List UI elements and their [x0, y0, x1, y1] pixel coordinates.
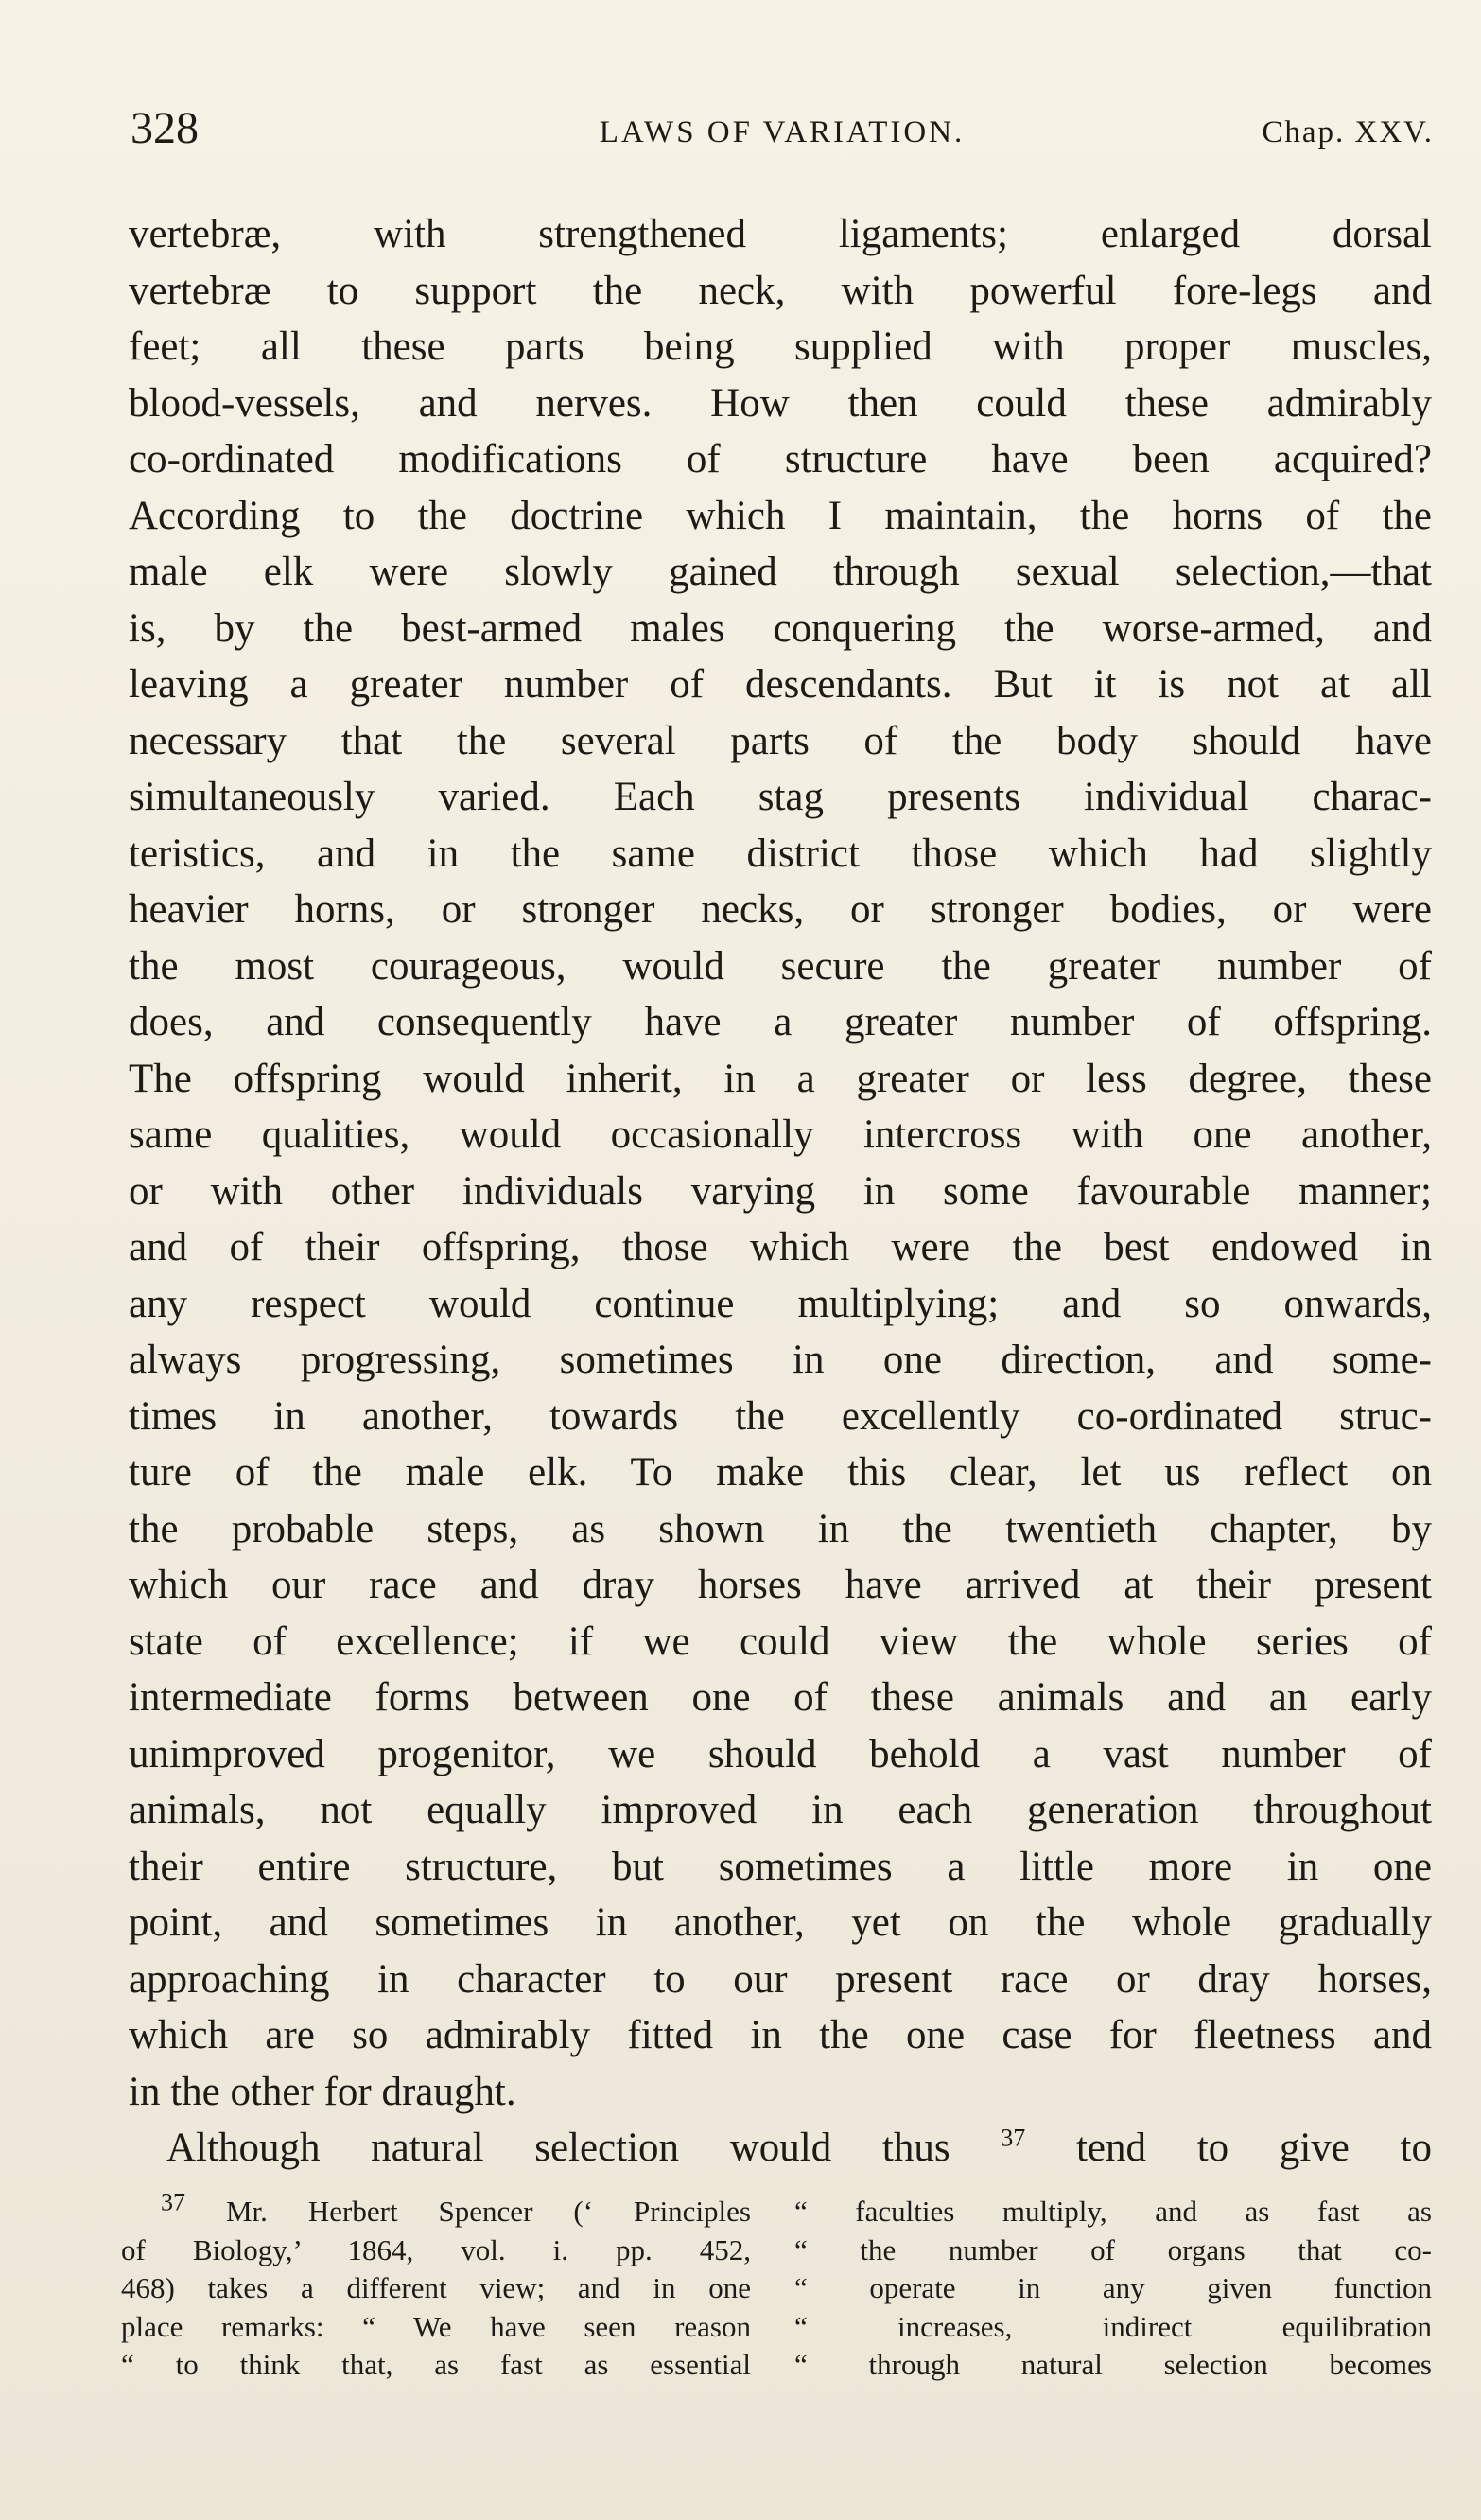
text-line: co-ordinated modifications of structure have been acquired?: [129, 437, 1432, 481]
text-line: which our race and dray horses have arrived at their present: [129, 1563, 1432, 1607]
text-line: the most courageous, would secure the greater number of: [129, 943, 1432, 989]
footnote-column-left: [121, 2188, 751, 2385]
footnote-line: “ to think that, as fast as essential: [121, 2348, 751, 2381]
text-line: does, and consequently have a greater number of offspring.: [129, 1000, 1432, 1044]
text-line: any respect would continue multiplying; and so onwards,: [129, 1281, 1432, 1326]
text-line: always progressing, sometimes in one direction, and some-: [129, 1338, 1432, 1382]
text-line: which are so admirably fitted in the one case for fleetness and: [129, 2013, 1432, 2057]
text-line: necessary that the several parts of the body should have: [129, 718, 1432, 763]
text-line: blood-vessels, and nerves. How then could these admirably: [129, 380, 1432, 426]
text-line: is, by the best-armed males conquering the worse-armed, and: [129, 605, 1432, 651]
footnote-line: place remarks: “ We have seen reason: [121, 2309, 751, 2343]
text-line: leaving a greater number of descendants. But it is not at all: [129, 662, 1432, 707]
text-line: and of their offspring, those which were the best endowed in: [129, 1225, 1432, 1269]
text-line: The offspring would inherit, in a greater or less degree, these: [129, 1056, 1432, 1101]
text-line: heavier horns, or stronger necks, or stronger bodies, or were: [129, 887, 1432, 932]
text-line: teristics, and in the same district those which had slightly: [129, 831, 1432, 876]
text-line: intermediate forms between one of these animals and an early: [129, 1675, 1432, 1720]
footnote-line: “ increases, indirect equilibration: [794, 2309, 1432, 2343]
footnote-column-right: [794, 2193, 1432, 2385]
text-line: According to the doctrine which I maintain, the horns of the: [129, 493, 1432, 538]
paragraph-start-line: [129, 2120, 1432, 2177]
text-line: male elk were slowly gained through sexual selection,—that: [129, 550, 1432, 594]
text-line: ture of the male elk. To make this clear, let us reflect on: [129, 1450, 1432, 1495]
footnote-line: 468) takes a different view; and in one: [121, 2271, 751, 2304]
text-line: vertebræ, with strengthened ligaments; enlarged dorsal: [129, 212, 1432, 256]
text-line: point, and sometimes in another, yet on the whole gradually: [129, 1900, 1432, 1945]
footnote-line: of Biology,’ 1864, vol. i. pp. 452,: [121, 2232, 751, 2266]
running-head: LAWS OF VARIATION.: [599, 115, 966, 149]
footnote-line: “ operate in any given function: [794, 2271, 1432, 2304]
page-number: 328: [131, 103, 199, 153]
text-line: vertebræ to support the neck, with powerful fore-legs and: [129, 268, 1432, 313]
page-header: [131, 102, 1434, 168]
footnote-first-text: Mr. Herbert Spencer (‘ Principles: [185, 2195, 751, 2228]
footnote-line: “ the number of organs that co-: [794, 2232, 1432, 2266]
text-line: feet; all these parts being supplied with proper muscles,: [129, 324, 1432, 369]
text-line: their entire structure, but sometimes a little more in one: [129, 1844, 1432, 1889]
text-line: state of excellence; if we could view the whole series of: [129, 1619, 1432, 1664]
footnote-line: [121, 2188, 751, 2231]
footnote-reference[interactable]: 37: [1001, 2124, 1026, 2152]
chapter-label: Chap. XXV.: [1262, 115, 1434, 149]
text-line: animals, not equally improved in each generation throughout: [129, 1788, 1432, 1832]
line-text-before-ref: Although natural selection would thus: [166, 2126, 950, 2170]
text-line: times in another, towards the excellently co-ordinated struc-: [129, 1393, 1432, 1439]
text-line: simultaneously varied. Each stag presents individual charac-: [129, 775, 1432, 819]
text-line: the probable steps, as shown in the twentieth chapter, by: [129, 1506, 1432, 1551]
text-line: or with other individuals varying in some favourable manner;: [129, 1168, 1432, 1214]
line-text-after-ref: tend to give to: [1025, 2126, 1432, 2170]
main-text: [129, 206, 1432, 2177]
paragraph-end-line: in the other for draught.: [129, 2069, 516, 2114]
text-line: approaching in character to our present race or dray horses,: [129, 1956, 1432, 2002]
footnote-line: “ through natural selection becomes: [794, 2348, 1432, 2381]
text-line: same qualities, would occasionally intercross with one another,: [129, 1112, 1432, 1157]
text-line: unimproved progenitor, we should behold a vast number of: [129, 1731, 1432, 1776]
footnote-number: 37: [161, 2188, 185, 2216]
footnote-line: “ faculties multiply, and as fast as: [794, 2195, 1432, 2228]
